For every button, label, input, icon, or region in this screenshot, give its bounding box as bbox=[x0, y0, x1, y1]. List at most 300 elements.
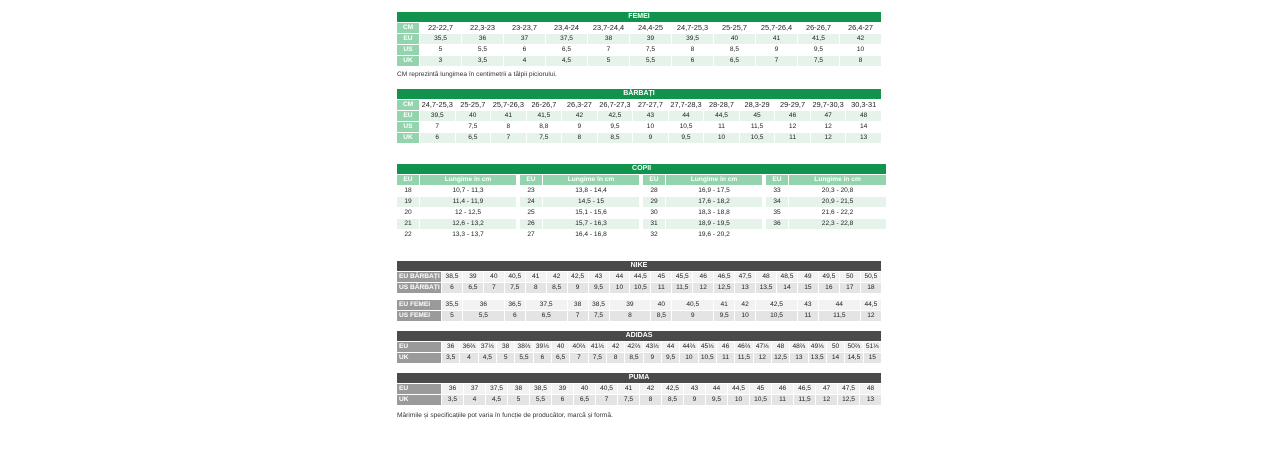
copii-eu-cell: 29 bbox=[643, 197, 665, 207]
barbati-cell: 27-27,7 bbox=[633, 100, 668, 110]
copii-empty-cell bbox=[766, 230, 788, 240]
cm-note: CM reprezintă lungimea în centimetrii a tălpii piciorului. bbox=[397, 71, 557, 78]
copii-gap bbox=[640, 230, 642, 240]
femei-cell: 5 bbox=[420, 45, 461, 55]
adidas-row-label: UK bbox=[397, 353, 441, 363]
copii-eu-cell: 26 bbox=[520, 219, 542, 229]
puma-cell: 40 bbox=[574, 384, 595, 394]
copii-gap bbox=[763, 230, 765, 240]
puma-cell: 9,5 bbox=[706, 395, 727, 405]
femei-cell: 5,5 bbox=[630, 56, 671, 66]
nike-men-cell: 50,5 bbox=[861, 272, 881, 282]
adidas-row-label: EU bbox=[397, 342, 441, 352]
barbati-row-label: EU bbox=[397, 111, 419, 121]
nike-men-cell: 44 bbox=[610, 272, 630, 282]
femei-cell: 23-23,7 bbox=[504, 23, 545, 33]
femei-row-label: EU bbox=[397, 34, 419, 44]
nike-men-cell: 14 bbox=[777, 283, 797, 293]
copii-length-cell: 19,6 - 20,2 bbox=[666, 230, 762, 240]
copii-col-eu: EU bbox=[397, 175, 419, 185]
nike-men-row bbox=[397, 283, 881, 293]
puma-cell: 47 bbox=[816, 384, 837, 394]
barbati-cell: 9,5 bbox=[598, 122, 633, 132]
femei-row bbox=[397, 34, 881, 44]
adidas-cell: 9,5 bbox=[662, 353, 679, 363]
puma-title-row bbox=[397, 373, 881, 383]
femei-cell: 6,5 bbox=[714, 56, 755, 66]
copii-gap bbox=[517, 230, 519, 240]
nike-men-cell: 47,5 bbox=[735, 272, 755, 282]
adidas-cell: 8,5 bbox=[625, 353, 642, 363]
copii-table bbox=[396, 163, 887, 241]
barbati-cell: 12 bbox=[775, 122, 810, 132]
nike-women-cell: 37,5 bbox=[526, 300, 567, 310]
femei-row bbox=[397, 45, 881, 55]
adidas-cell: 7 bbox=[570, 353, 587, 363]
barbati-cell: 11,5 bbox=[740, 122, 775, 132]
femei-cell: 6 bbox=[504, 45, 545, 55]
nike-men-cell: 40 bbox=[484, 272, 504, 282]
puma-cell: 10 bbox=[728, 395, 749, 405]
copii-gap bbox=[517, 219, 519, 229]
nike-men-cell: 45,5 bbox=[672, 272, 692, 282]
copii-length-cell: 20,9 - 21,5 bbox=[789, 197, 886, 207]
adidas-row bbox=[397, 353, 881, 363]
puma-cell: 12,5 bbox=[838, 395, 859, 405]
copii-length-cell: 15,1 - 15,6 bbox=[543, 208, 639, 218]
puma-cell: 47,5 bbox=[838, 384, 859, 394]
barbati-cell: 9 bbox=[633, 133, 668, 143]
femei-cell: 10 bbox=[840, 45, 881, 55]
femei-cell: 38 bbox=[588, 34, 629, 44]
adidas-cell: 44 bbox=[662, 342, 679, 352]
puma-cell: 48 bbox=[860, 384, 881, 394]
copii-row bbox=[397, 186, 886, 196]
copii-eu-cell: 27 bbox=[520, 230, 542, 240]
femei-cell: 7 bbox=[756, 56, 797, 66]
copii-gap bbox=[640, 208, 642, 218]
puma-cell: 13 bbox=[860, 395, 881, 405]
barbati-cell: 12 bbox=[811, 122, 846, 132]
femei-cell: 37 bbox=[504, 34, 545, 44]
adidas-cell: 12 bbox=[754, 353, 771, 363]
femei-row-label: UK bbox=[397, 56, 419, 66]
nike-women-label: EU FEMEI bbox=[397, 300, 441, 310]
adidas-cell: 36⅔ bbox=[460, 342, 477, 352]
copii-eu-cell: 35 bbox=[766, 208, 788, 218]
barbati-cell: 27,7-28,3 bbox=[670, 100, 702, 109]
barbati-cell: 44 bbox=[669, 111, 704, 121]
nike-spacer-row bbox=[397, 294, 881, 299]
adidas-cell: 5,5 bbox=[515, 353, 532, 363]
puma-cell: 38 bbox=[508, 384, 529, 394]
size-guide bbox=[397, 11, 883, 421]
nike-men-cell: 44,5 bbox=[630, 272, 650, 282]
nike-women-cell: 5 bbox=[442, 311, 462, 321]
nike-women-cell: 11 bbox=[798, 311, 818, 321]
nike-women-cell: 44 bbox=[819, 300, 860, 310]
nike-men-cell: 42,5 bbox=[568, 272, 588, 282]
nike-women-cell: 10 bbox=[735, 311, 755, 321]
copii-row bbox=[397, 219, 886, 229]
adidas-cell: 46 bbox=[717, 342, 734, 352]
copii-col-length: Lungime în cm bbox=[789, 175, 886, 185]
femei-cell: 6 bbox=[672, 56, 713, 66]
barbati-cell: 7,5 bbox=[456, 122, 491, 132]
nike-women-cell: 9,5 bbox=[714, 311, 734, 321]
copii-length-cell: 16,9 - 17,5 bbox=[666, 186, 762, 196]
copii-col-eu: EU bbox=[766, 175, 788, 185]
nike-men-cell: 15 bbox=[798, 283, 818, 293]
femei-cell: 22-22,7 bbox=[420, 23, 461, 33]
barbati-cell: 48 bbox=[846, 111, 881, 121]
barbati-title-row bbox=[397, 89, 881, 99]
nike-men-cell: 12,5 bbox=[714, 283, 734, 293]
nike-men-cell: 7,5 bbox=[505, 283, 525, 293]
nike-women-cell: 36 bbox=[463, 300, 504, 310]
femei-cell: 7,5 bbox=[630, 45, 671, 55]
barbati-cell: 30,3-31 bbox=[846, 100, 881, 110]
barbati-cell: 29-29,7 bbox=[775, 100, 810, 110]
femei-row bbox=[397, 23, 881, 33]
puma-row bbox=[397, 395, 881, 405]
barbati-cell: 39,5 bbox=[420, 111, 455, 121]
nike-men-cell: 38,5 bbox=[442, 272, 462, 282]
nike-spacer bbox=[397, 294, 881, 299]
adidas-cell: 41⅓ bbox=[589, 342, 606, 352]
adidas-cell: 39⅓ bbox=[534, 342, 551, 352]
nike-women-cell: 42,5 bbox=[756, 300, 797, 310]
adidas-row bbox=[397, 342, 881, 352]
copii-col-length: Lungime în cm bbox=[543, 175, 639, 185]
nike-men-cell: 49 bbox=[798, 272, 818, 282]
copii-col-length: Lungime în cm bbox=[420, 175, 516, 185]
barbati-cell: 26,3-27 bbox=[562, 100, 597, 110]
copii-eu-cell: 31 bbox=[643, 219, 665, 229]
femei-cell: 22,3-23 bbox=[462, 23, 503, 33]
copii-gap bbox=[640, 175, 642, 185]
copii-eu-cell: 18 bbox=[397, 186, 419, 196]
nike-men-cell: 50 bbox=[840, 272, 860, 282]
puma-cell: 41 bbox=[618, 384, 639, 394]
femei-cell: 8 bbox=[672, 45, 713, 55]
nike-men-cell: 8 bbox=[526, 283, 546, 293]
femei-table bbox=[396, 11, 882, 67]
puma-cell: 38,5 bbox=[530, 384, 551, 394]
copii-eu-cell: 28 bbox=[643, 186, 665, 196]
barbati-cell: 7 bbox=[420, 122, 455, 132]
nike-men-cell: 18 bbox=[861, 283, 881, 293]
barbati-cell: 8 bbox=[562, 133, 597, 143]
nike-women-cell: 43 bbox=[798, 300, 818, 310]
nike-women-cell: 39 bbox=[610, 300, 651, 310]
puma-cell: 46,5 bbox=[794, 384, 815, 394]
nike-women-cell: 38 bbox=[568, 300, 588, 310]
adidas-cell: 48 bbox=[772, 342, 789, 352]
adidas-cell: 36 bbox=[442, 342, 459, 352]
copii-eu-cell: 22 bbox=[397, 230, 419, 240]
nike-men-cell: 13 bbox=[735, 283, 755, 293]
femei-cell: 6,5 bbox=[546, 45, 587, 55]
copii-length-cell: 18,9 - 19,5 bbox=[666, 219, 762, 229]
puma-row-label: UK bbox=[397, 395, 441, 405]
barbati-cell: 46 bbox=[775, 111, 810, 121]
copii-eu-cell: 30 bbox=[643, 208, 665, 218]
nike-men-cell: 40,5 bbox=[505, 272, 525, 282]
femei-cell: 7 bbox=[588, 45, 629, 55]
nike-women-cell: 9 bbox=[672, 311, 713, 321]
copii-length-cell: 16,4 - 16,8 bbox=[543, 230, 639, 240]
nike-women-cell: 40,5 bbox=[672, 300, 713, 310]
adidas-cell: 8 bbox=[607, 353, 624, 363]
femei-cell: 9 bbox=[756, 45, 797, 55]
copii-length-cell: 11,4 - 11,9 bbox=[420, 197, 516, 207]
adidas-cell: 49⅓ bbox=[809, 342, 826, 352]
barbati-title: BĂRBAȚI bbox=[397, 89, 881, 99]
barbati-cell: 42 bbox=[562, 111, 597, 121]
copii-length-cell: 18,3 - 18,8 bbox=[666, 208, 762, 218]
adidas-cell: 45⅓ bbox=[699, 342, 716, 352]
puma-cell: 46 bbox=[772, 384, 793, 394]
adidas-cell: 4 bbox=[460, 353, 477, 363]
barbati-cell: 28,3-29 bbox=[740, 100, 775, 110]
nike-women-cell: 42 bbox=[735, 300, 755, 310]
nike-men-cell: 43 bbox=[589, 272, 609, 282]
adidas-cell: 50⅔ bbox=[845, 342, 862, 352]
barbati-cell: 9 bbox=[562, 122, 597, 132]
nike-women-cell: 8 bbox=[610, 311, 651, 321]
nike-women-cell: 36,5 bbox=[505, 300, 525, 310]
puma-table bbox=[396, 372, 882, 406]
nike-women-cell: 38,5 bbox=[589, 300, 609, 310]
femei-cell: 5,5 bbox=[462, 45, 503, 55]
femei-cell: 26,4-27 bbox=[840, 23, 881, 33]
footer-note: Mărimile și specificațiile pot varia în funcție de producător, marcă și formă. bbox=[397, 412, 613, 419]
adidas-cell: 40 bbox=[552, 342, 569, 352]
nike-men-cell: 17 bbox=[840, 283, 860, 293]
copii-length-cell: 15,7 - 16,3 bbox=[543, 219, 639, 229]
femei-row-label: CM bbox=[397, 23, 419, 33]
puma-cell: 44,5 bbox=[728, 384, 749, 394]
copii-row bbox=[397, 230, 886, 240]
barbati-cell: 41,5 bbox=[527, 111, 562, 121]
puma-cell: 37 bbox=[464, 384, 485, 394]
femei-cell: 7,5 bbox=[798, 56, 839, 66]
femei-cell: 24,4-25 bbox=[630, 23, 671, 33]
femei-cell: 39,5 bbox=[672, 34, 713, 44]
copii-length-cell: 10,7 - 11,3 bbox=[420, 186, 516, 196]
femei-cell: 26-26,7 bbox=[798, 23, 839, 33]
puma-cell: 40,5 bbox=[596, 384, 617, 394]
femei-title: FEMEI bbox=[397, 12, 881, 22]
puma-cell: 45 bbox=[750, 384, 771, 394]
copii-eu-cell: 20 bbox=[397, 208, 419, 218]
femei-row-label: US bbox=[397, 45, 419, 55]
copii-col-length: Lungime în cm bbox=[666, 175, 762, 185]
femei-cell: 23,4-24 bbox=[546, 23, 587, 33]
barbati-cell: 26,7-27,3 bbox=[599, 100, 631, 109]
adidas-cell: 6,5 bbox=[552, 353, 569, 363]
adidas-cell: 38 bbox=[497, 342, 514, 352]
femei-cell: 4,5 bbox=[546, 56, 587, 66]
barbati-row-label: CM bbox=[397, 100, 419, 110]
adidas-cell: 48⅔ bbox=[790, 342, 807, 352]
femei-cell: 25-25,7 bbox=[714, 23, 755, 33]
copii-row bbox=[397, 208, 886, 218]
adidas-cell: 44⅔ bbox=[680, 342, 697, 352]
nike-women-cell: 35,5 bbox=[442, 300, 462, 310]
barbati-table bbox=[396, 88, 882, 144]
nike-women-label: US FEMEI bbox=[397, 311, 441, 321]
puma-cell: 11 bbox=[772, 395, 793, 405]
barbati-cell: 10 bbox=[633, 122, 668, 132]
barbati-cell: 6 bbox=[420, 133, 455, 143]
barbati-row bbox=[397, 122, 881, 132]
nike-women-cell: 6 bbox=[505, 311, 525, 321]
adidas-cell: 42⅔ bbox=[625, 342, 642, 352]
nike-men-cell: 7 bbox=[484, 283, 504, 293]
femei-title-row bbox=[397, 12, 881, 22]
nike-men-cell: 10 bbox=[610, 283, 630, 293]
barbati-cell: 6,5 bbox=[456, 133, 491, 143]
copii-empty-cell bbox=[789, 230, 886, 240]
nike-title-row bbox=[397, 261, 881, 271]
adidas-cell: 47⅓ bbox=[754, 342, 771, 352]
puma-cell: 12 bbox=[816, 395, 837, 405]
puma-cell: 4 bbox=[464, 395, 485, 405]
adidas-cell: 11,5 bbox=[735, 353, 752, 363]
puma-cell: 43 bbox=[684, 384, 705, 394]
copii-eu-cell: 36 bbox=[766, 219, 788, 229]
puma-cell: 8,5 bbox=[662, 395, 683, 405]
puma-cell: 5,5 bbox=[530, 395, 551, 405]
adidas-cell: 3,5 bbox=[442, 353, 459, 363]
puma-cell: 6 bbox=[552, 395, 573, 405]
adidas-table bbox=[396, 330, 882, 364]
puma-title: PUMA bbox=[397, 373, 881, 383]
barbati-cell: 10 bbox=[704, 133, 739, 143]
puma-cell: 6,5 bbox=[574, 395, 595, 405]
adidas-cell: 10 bbox=[680, 353, 697, 363]
barbati-cell: 8,5 bbox=[598, 133, 633, 143]
copii-gap bbox=[517, 197, 519, 207]
copii-length-cell: 21,6 - 22,2 bbox=[789, 208, 886, 218]
femei-cell: 35,5 bbox=[420, 34, 461, 44]
barbati-cell: 7 bbox=[491, 133, 526, 143]
barbati-cell: 40 bbox=[456, 111, 491, 121]
barbati-cell: 42,5 bbox=[598, 111, 633, 121]
nike-men-cell: 16 bbox=[819, 283, 839, 293]
copii-title-row bbox=[397, 164, 886, 174]
puma-cell: 7,5 bbox=[618, 395, 639, 405]
nike-men-cell: 46,5 bbox=[714, 272, 734, 282]
nike-title: NIKE bbox=[397, 261, 881, 271]
adidas-cell: 9 bbox=[644, 353, 661, 363]
femei-cell: 5 bbox=[588, 56, 629, 66]
barbati-cell: 12 bbox=[811, 133, 846, 143]
barbati-cell: 8 bbox=[491, 122, 526, 132]
adidas-cell: 10,5 bbox=[699, 353, 716, 363]
nike-women-cell: 41 bbox=[714, 300, 734, 310]
nike-men-cell: 48 bbox=[756, 272, 776, 282]
copii-length-cell: 20,3 - 20,8 bbox=[789, 186, 886, 196]
copii-eu-cell: 23 bbox=[520, 186, 542, 196]
nike-men-label: US BĂRBAȚI bbox=[399, 284, 440, 291]
puma-cell: 39 bbox=[552, 384, 573, 394]
adidas-cell: 6 bbox=[534, 353, 551, 363]
copii-gap bbox=[640, 219, 642, 229]
adidas-cell: 50 bbox=[827, 342, 844, 352]
copii-gap bbox=[640, 197, 642, 207]
femei-cell: 8,5 bbox=[714, 45, 755, 55]
copii-eu-cell: 19 bbox=[397, 197, 419, 207]
femei-cell: 40 bbox=[714, 34, 755, 44]
copii-row bbox=[397, 197, 886, 207]
copii-gap bbox=[763, 208, 765, 218]
adidas-cell: 12,5 bbox=[772, 353, 789, 363]
barbati-cell: 47 bbox=[811, 111, 846, 121]
copii-eu-cell: 32 bbox=[643, 230, 665, 240]
femei-row bbox=[397, 56, 881, 66]
adidas-cell: 14 bbox=[827, 353, 844, 363]
nike-men-cell: 11 bbox=[651, 283, 671, 293]
copii-length-cell: 13,8 - 14,4 bbox=[543, 186, 639, 196]
nike-women-cell: 12 bbox=[861, 311, 881, 321]
copii-col-eu: EU bbox=[520, 175, 542, 185]
puma-cell: 44 bbox=[706, 384, 727, 394]
copii-eu-cell: 25 bbox=[520, 208, 542, 218]
nike-women-cell: 7 bbox=[568, 311, 588, 321]
femei-cell: 39 bbox=[630, 34, 671, 44]
barbati-cell: 13 bbox=[846, 133, 881, 143]
barbati-cell: 44,5 bbox=[704, 111, 739, 121]
puma-cell: 3,5 bbox=[442, 395, 463, 405]
femei-cell: 4 bbox=[504, 56, 545, 66]
nike-women-cell: 44,5 bbox=[861, 300, 881, 310]
copii-gap bbox=[640, 186, 642, 196]
nike-men-cell: 41 bbox=[526, 272, 546, 282]
copii-gap bbox=[763, 175, 765, 185]
barbati-cell: 25-25,7 bbox=[456, 100, 491, 110]
barbati-cell: 45 bbox=[740, 111, 775, 121]
adidas-cell: 13 bbox=[790, 353, 807, 363]
nike-men-cell: 12 bbox=[693, 283, 713, 293]
nike-men-cell: 42 bbox=[547, 272, 567, 282]
nike-men-cell: 49,5 bbox=[819, 272, 839, 282]
copii-gap bbox=[763, 197, 765, 207]
puma-cell: 37,5 bbox=[486, 384, 507, 394]
barbati-row-label: US bbox=[397, 122, 419, 132]
puma-cell: 5 bbox=[508, 395, 529, 405]
barbati-cell: 24,7-25,3 bbox=[421, 100, 453, 109]
copii-gap bbox=[517, 208, 519, 218]
adidas-cell: 37⅓ bbox=[479, 342, 496, 352]
copii-length-cell: 13,3 - 13,7 bbox=[420, 230, 516, 240]
nike-men-cell: 46 bbox=[693, 272, 713, 282]
puma-cell: 42 bbox=[640, 384, 661, 394]
adidas-cell: 11 bbox=[717, 353, 734, 363]
copii-eu-cell: 33 bbox=[766, 186, 788, 196]
puma-cell: 10,5 bbox=[750, 395, 771, 405]
femei-cell: 9,5 bbox=[798, 45, 839, 55]
barbati-cell: 14 bbox=[846, 122, 881, 132]
nike-men-cell: 39 bbox=[463, 272, 483, 282]
adidas-cell: 38⅔ bbox=[515, 342, 532, 352]
nike-women-cell: 10,5 bbox=[756, 311, 797, 321]
puma-cell: 42,5 bbox=[662, 384, 683, 394]
puma-cell: 11,5 bbox=[794, 395, 815, 405]
adidas-cell: 5 bbox=[497, 353, 514, 363]
